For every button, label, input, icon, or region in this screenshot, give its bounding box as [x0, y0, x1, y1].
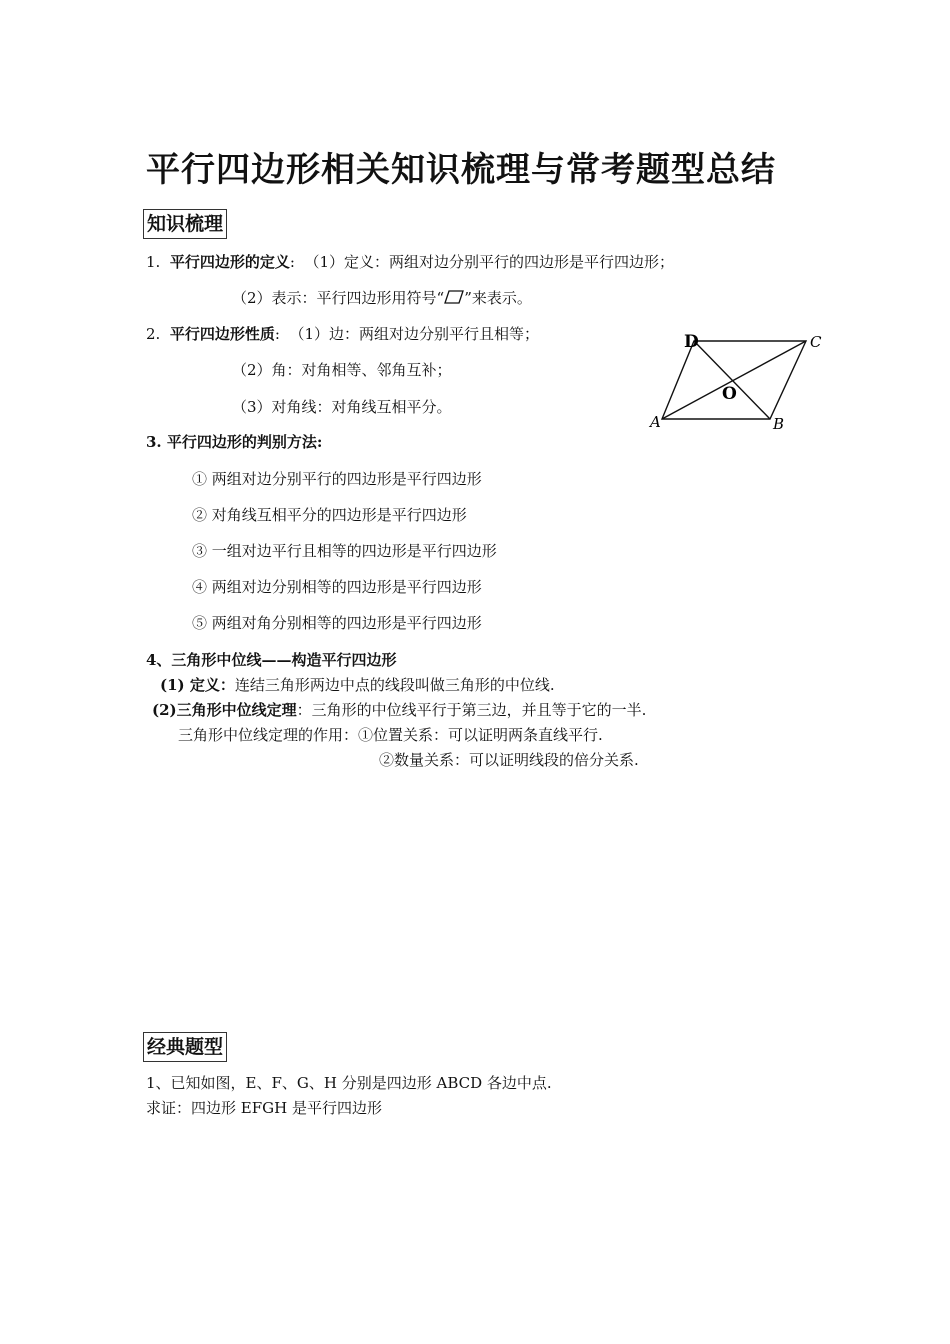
item2-diagonal: （3）对角线：对角线互相平分。	[232, 398, 452, 416]
item4-heading: 4、三角形中位线——构造平行四边形	[146, 651, 397, 669]
item1-label: 平行四边形的定义	[169, 253, 290, 271]
item4-use-2: ②数量关系：可以证明线段的倍分关系.	[379, 751, 639, 769]
item2-line: 2. 平行四边形性质: （1）边：两组对边分别平行且相等；	[146, 325, 540, 343]
item2-side: （1）边：两组对边分别平行且相等；	[289, 325, 540, 343]
method-3: ③ 一组对边平行且相等的四边形是平行四边形	[192, 542, 497, 560]
item1-colon: :	[289, 253, 295, 271]
item1-number: 1.	[146, 253, 161, 271]
item2-label: 平行四边形性质	[169, 325, 275, 343]
problem1-line1: 1、已知如图，E、F、G、H 分别是四边形 ABCD 各边中点.	[146, 1074, 552, 1092]
item2-angle: （2）角：对角相等、邻角互补；	[232, 361, 452, 379]
item2-number: 2.	[146, 325, 161, 343]
method-2: ② 对角线互相平分的四边形是平行四边形	[192, 506, 467, 524]
method-4: ④ 两组对边分别相等的四边形是平行四边形	[192, 578, 482, 596]
item1-definition: （1）定义：两组对边分别平行的四边形是平行四边形；	[304, 253, 675, 271]
item3-heading: 3. 平行四边形的判别方法:	[146, 433, 323, 451]
label-o: O	[722, 384, 737, 404]
item4-definition: (1) 定义：连结三角形两边中点的线段叫做三角形的中位线.	[160, 676, 555, 694]
parallelogram-figure	[640, 325, 830, 435]
diagonal-bd	[694, 341, 770, 419]
label-d: D	[684, 332, 699, 352]
item4-use-1: 三角形中位线定理的作用：①位置关系：可以证明两条直线平行.	[178, 726, 603, 744]
item1-notation: （2）表示：平行四边形用符号“ ”来表示。	[232, 289, 532, 307]
parallelogram-symbol-icon	[444, 290, 464, 304]
diagonal-ac	[662, 341, 806, 419]
item4-theorem: (2)三角形中位线定理：三角形的中位线平行于第三边，并且等于它的一半.	[152, 701, 647, 719]
label-a: A	[650, 413, 661, 431]
label-b: B	[773, 415, 785, 433]
label-c: C	[810, 333, 822, 351]
method-5: ⑤ 两组对角分别相等的四边形是平行四边形	[192, 614, 482, 632]
section-heading-classic: 经典题型	[143, 1032, 227, 1062]
problem1-line2: 求证：四边形 EFGH 是平行四边形	[146, 1099, 382, 1117]
item1-line	[146, 252, 674, 272]
section-heading-knowledge: 知识梳理	[143, 209, 227, 239]
page-title: 平行四边形相关知识梳理与常考题型总结	[146, 150, 776, 190]
method-1: ① 两组对边分别平行的四边形是平行四边形	[192, 470, 482, 488]
